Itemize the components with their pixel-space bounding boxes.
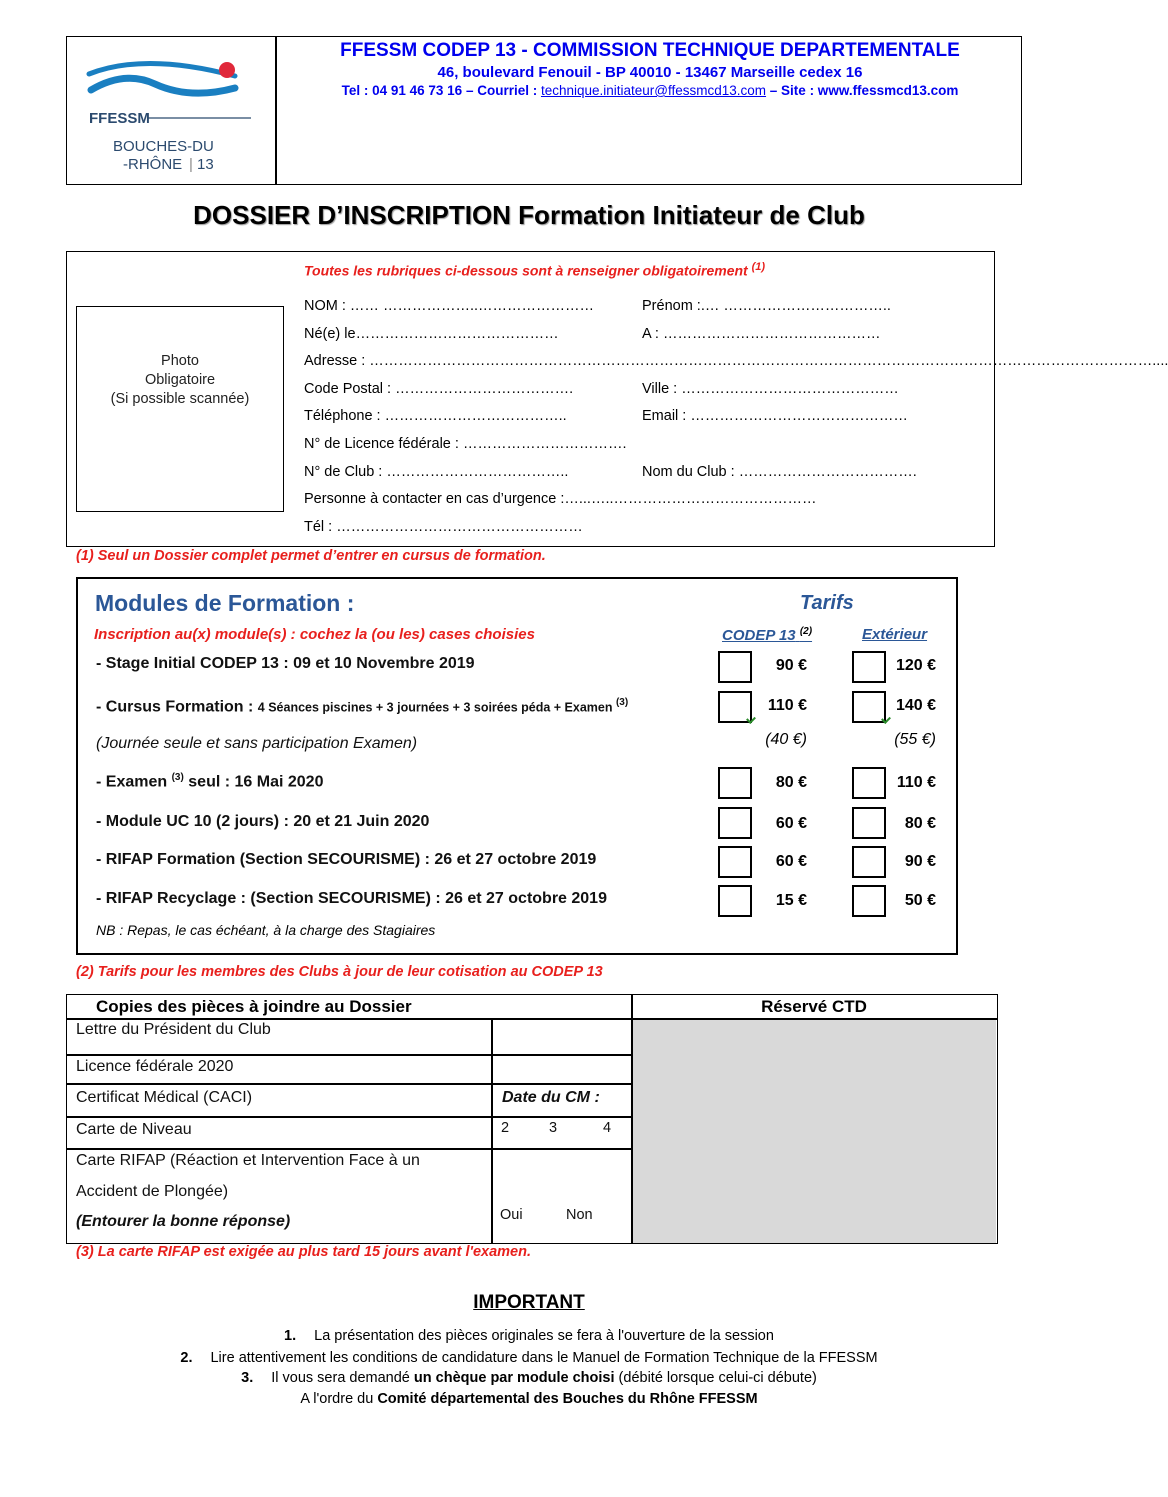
mandatory-note-ref: (1) xyxy=(751,261,766,273)
rifap-option-non[interactable]: Non xyxy=(566,1207,593,1223)
important-item-2-num: 2. xyxy=(180,1350,193,1366)
important-item-3-pre: Il vous sera demandé xyxy=(271,1370,414,1386)
contact-suffix: – Site : www.ffessmcd13.com xyxy=(766,83,959,98)
footnote-2: (2) Tarifs pour les membres des Clubs à jour de leur cotisation au CODEP 13 xyxy=(76,964,603,980)
price-uc10-codep: 60 € xyxy=(775,815,807,832)
piece-carte-rifap-instruction: (Entourer la bonne réponse) xyxy=(76,1213,291,1230)
field-date-naissance[interactable]: Né(e) le…………………………………… xyxy=(304,326,559,342)
module-label-stage-initial: - Stage Initial CODEP 13 : 09 et 10 Novembre 2019 xyxy=(96,655,475,672)
important-item-1 xyxy=(0,1328,1058,1344)
photo-label-line3: (Si possible scannée) xyxy=(110,391,250,407)
module-label-cursus xyxy=(96,697,628,716)
checkbox-stage-initial-ext[interactable] xyxy=(852,651,886,683)
checkbox-examen-codep[interactable] xyxy=(718,767,752,799)
important-item-4 xyxy=(0,1391,1058,1407)
checkbox-rifap-recyclage-ext[interactable] xyxy=(852,885,886,917)
table-rule xyxy=(66,1116,632,1118)
field-licence[interactable]: N° de Licence fédérale : ……………………………. xyxy=(304,436,627,452)
field-email[interactable]: Email : ……………………………………… xyxy=(642,408,908,424)
photo-label-line2: Obligatoire xyxy=(144,372,216,388)
modules-instruction: Inscription au(x) module(s) : cochez la (ou les) cases choisies xyxy=(94,626,535,643)
module-label-examen-ref: (3) xyxy=(171,772,184,783)
piece-certificat-medical: Certificat Médical (CACI) xyxy=(76,1089,253,1106)
important-item-1-num: 1. xyxy=(284,1328,297,1344)
important-item-2-text: Lire attentivement les conditions de candidature dans le Manuel de Formation Technique de la FFESSM xyxy=(210,1350,878,1366)
org-title: FFESSM CODEP 13 - COMMISSION TECHNIQUE DEPARTEMENTALE xyxy=(340,40,960,61)
org-contact xyxy=(280,83,1020,98)
niveau-option-4[interactable]: 4 xyxy=(603,1120,612,1136)
niveau-option-3[interactable]: 3 xyxy=(549,1120,558,1136)
header-divider xyxy=(275,36,277,185)
field-adresse[interactable]: Adresse : ……………………………………………………………………………………………………………………………………………….... xyxy=(304,353,1168,369)
table-rule xyxy=(66,1018,998,1020)
pieces-header-left: Copies des pièces à joindre au Dossier xyxy=(96,997,412,1016)
pieces-header-right: Réservé CTD xyxy=(761,997,867,1016)
module-label-examen-date: seul : 16 Mai 2020 xyxy=(183,773,324,791)
contact-email-link[interactable]: technique.initiateur@ffessmcd13.com xyxy=(540,83,767,98)
piece-carte-niveau: Carte de Niveau xyxy=(76,1121,192,1138)
module-label-cursus-detail: 4 Séances piscines + 3 journées + 3 soirées péda + Examen xyxy=(257,700,616,715)
mandatory-note-text: Toutes les rubriques ci-dessous sont à renseigner obligatoirement xyxy=(304,262,748,279)
checkbox-uc10-ext[interactable] xyxy=(852,807,886,839)
piece-lettre-president: Lettre du Président du Club xyxy=(76,1021,271,1038)
module-label-journee-seule: (Journée seule et sans participation Examen) xyxy=(96,735,418,752)
field-prenom[interactable]: Prénom :.… …………………………….. xyxy=(642,298,891,314)
module-label-cursus-main: - Cursus Formation : xyxy=(96,698,258,716)
checkbox-uc10-codep[interactable] xyxy=(718,807,752,839)
checkbox-rifap-recyclage-codep[interactable] xyxy=(718,885,752,917)
price-examen-ext: 110 € xyxy=(896,774,936,791)
piece-carte-rifap-line2: Accident de Plongée) xyxy=(76,1183,229,1200)
field-lieu-naissance[interactable]: A : ……………………………………… xyxy=(642,326,881,342)
checkbox-rifap-formation-ext[interactable] xyxy=(852,846,886,878)
important-item-2 xyxy=(0,1350,1058,1366)
niveau-option-2[interactable]: 2 xyxy=(501,1120,510,1136)
logo-region-num: 13 xyxy=(197,156,214,173)
checkbox-stage-initial-codep[interactable] xyxy=(718,651,752,683)
footnote-3: (3) La carte RIFAP est exigée au plus tard 15 jours avant l'examen. xyxy=(76,1244,532,1260)
photo-box[interactable] xyxy=(76,306,284,512)
date-cm-label: Date du CM : xyxy=(502,1089,600,1106)
price-rifap-formation-codep: 60 € xyxy=(775,853,807,870)
module-label-uc10: - Module UC 10 (2 jours) : 20 et 21 Juin 2020 xyxy=(96,813,430,830)
logo-region-line2: -RHÔNE xyxy=(123,156,183,173)
svg-text:|: | xyxy=(189,156,193,173)
important-title: IMPORTANT xyxy=(473,1292,585,1313)
field-ville[interactable]: Ville : ……………………………………… xyxy=(642,381,899,397)
field-contact-urgence[interactable]: Personne à contacter en cas d’urgence :…...…..…………………………………… xyxy=(304,491,817,507)
field-nom-club[interactable]: Nom du Club : ………………………………. xyxy=(642,464,917,480)
footnote-1: (1) Seul un Dossier complet permet d’entrer en cursus de formation. xyxy=(76,548,546,564)
tarifs-title: Tarifs xyxy=(800,592,854,614)
price-stage-initial-ext: 120 € xyxy=(895,657,936,674)
price-cursus-ext: 140 € xyxy=(895,697,936,714)
important-item-1-text: La présentation des pièces originales se fera à l'ouverture de la session xyxy=(314,1328,774,1344)
col-codep-header xyxy=(722,626,812,644)
price-rifap-recyclage-codep: 15 € xyxy=(775,892,807,909)
piece-licence: Licence fédérale 2020 xyxy=(76,1058,234,1075)
modules-title: Modules de Formation : xyxy=(95,590,355,616)
piece-carte-rifap-line1: Carte RIFAP (Réaction et Intervention Face à un xyxy=(76,1152,420,1169)
important-item-3-num: 3. xyxy=(241,1370,254,1386)
checkbox-rifap-formation-codep[interactable] xyxy=(718,846,752,878)
mandatory-note xyxy=(304,261,765,279)
price-stage-initial-codep: 90 € xyxy=(775,657,807,674)
module-label-examen-main: - Examen xyxy=(96,773,172,791)
document-title: DOSSIER D’INSCRIPTION Formation Initiateur de Club xyxy=(193,200,865,230)
table-rule xyxy=(631,994,633,1243)
important-item-4-bold: Comité départemental des Bouches du Rhône FFESSM xyxy=(377,1391,758,1407)
price-cursus-codep: 110 € xyxy=(767,697,807,714)
price-journee-codep: (40 €) xyxy=(765,731,807,748)
col-codep-ref: (2) xyxy=(799,626,813,637)
table-rule xyxy=(491,1018,493,1243)
logo-region-line1: BOUCHES-DU xyxy=(113,138,214,155)
ffessm-logo xyxy=(85,48,255,176)
checkbox-examen-ext[interactable] xyxy=(852,767,886,799)
important-item-4-pre: A l'ordre du xyxy=(300,1391,378,1407)
rifap-option-oui[interactable]: Oui xyxy=(500,1207,523,1223)
price-journee-ext: (55 €) xyxy=(894,731,936,748)
field-nom[interactable]: NOM : …… ………………..…………………… xyxy=(304,298,594,314)
logo-brand-text: FFESSM xyxy=(89,110,150,127)
org-address: 46, boulevard Fenouil - BP 40010 - 13467 Marseille cedex 16 xyxy=(437,64,863,81)
price-rifap-recyclage-ext: 50 € xyxy=(904,892,936,909)
important-item-3 xyxy=(0,1370,1058,1386)
field-code-postal[interactable]: Code Postal : ………………………………. xyxy=(304,381,574,397)
module-label-cursus-ref: (3) xyxy=(615,697,629,708)
table-rule xyxy=(66,1083,632,1085)
price-uc10-ext: 80 € xyxy=(904,815,936,832)
module-label-examen xyxy=(96,772,323,791)
col-codep-label: CODEP 13 xyxy=(722,627,796,644)
col-ext-header: Extérieur xyxy=(862,626,928,643)
photo-label xyxy=(76,352,284,409)
table-rule xyxy=(66,1148,632,1150)
module-label-rifap-recyclage: - RIFAP Recyclage : (Section SECOURISME) : 26 et 27 octobre 2019 xyxy=(96,890,607,907)
field-num-club[interactable]: N° de Club : ……………………………….. xyxy=(304,464,569,480)
important-item-3-bold: un chèque par module choisi xyxy=(413,1370,615,1386)
price-examen-codep: 80 € xyxy=(775,774,807,791)
photo-label-line1: Photo xyxy=(161,353,199,369)
price-rifap-formation-ext: 90 € xyxy=(904,853,936,870)
modules-nb-note: NB : Repas, le cas échéant, à la charge des Stagiaires xyxy=(96,922,436,938)
module-label-rifap-formation: - RIFAP Formation (Section SECOURISME) : 26 et 27 octobre 2019 xyxy=(96,851,597,868)
table-rule xyxy=(66,1054,632,1056)
field-telephone[interactable]: Téléphone : ……………………………….. xyxy=(304,408,567,424)
contact-prefix: Tel : 04 91 46 73 16 – Courriel : xyxy=(341,83,541,98)
important-item-3-post: (débité lorsque celui-ci débute) xyxy=(614,1370,817,1386)
field-tel-urgence[interactable]: Tél : …………………………………………… xyxy=(304,519,583,535)
